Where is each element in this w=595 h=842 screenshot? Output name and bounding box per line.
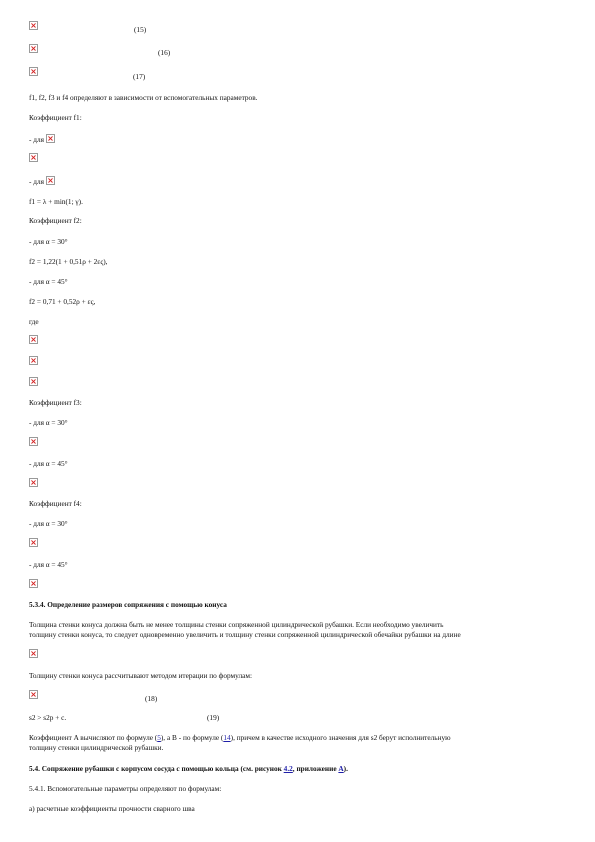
f3-case-2: - для α = 45° [29, 459, 68, 468]
f2-case-1: - для α = 30° [29, 237, 68, 246]
f1-case-2-label: - для [29, 177, 44, 186]
coefficient-f1-title: Коэффициент f1: [29, 113, 82, 122]
formula-18-image [29, 690, 38, 699]
f1-formula-2: f1 = λ + min(1; γ). [29, 197, 83, 206]
figure-4-2-link[interactable]: 4.2 [283, 764, 293, 773]
section-5-4-heading [29, 764, 348, 773]
f1-condition-1-image [46, 134, 55, 143]
coefficient-f2-title: Коэффициент f2: [29, 216, 82, 225]
section-5-4-heading-text-c: ). [343, 764, 348, 773]
para3-text-b: ), а B - по формуле ( [160, 733, 224, 742]
formula-15-image [29, 21, 38, 30]
f4-formula-2-image [29, 579, 38, 588]
f1-case-1 [29, 134, 55, 144]
formula-16-image [29, 44, 38, 53]
f3-formula-1-image [29, 437, 38, 446]
section-5-4-1: 5.4.1. Вспомогательные параметры определяют по формулам: [29, 784, 222, 793]
where-label: где [29, 317, 39, 326]
section-5-3-4-para3-line1 [29, 733, 451, 742]
formula-17-image [29, 67, 38, 76]
f4-case-2: - для α = 45° [29, 560, 68, 569]
f4-formula-1-image [29, 538, 38, 547]
f1-case-1-label: - для [29, 135, 44, 144]
formula-19: s2 > s2p + c. [29, 713, 67, 722]
f4-case-1: - для α = 30° [29, 519, 68, 528]
f1-condition-2-image [46, 176, 55, 185]
where-def-1-image [29, 335, 38, 344]
coefficients-intro: f1, f2, f3 и f4 определяют в зависимости от вспомогательных параметров. [29, 93, 258, 102]
f1-case-2 [29, 176, 55, 186]
f1-formula-1-image [29, 153, 38, 162]
coefficient-f4-title: Коэффициент f4: [29, 499, 82, 508]
section-5-3-4-para3-line2: толщину стенки цилиндрической рубашки. [29, 743, 164, 752]
section-5-3-4-heading: 5.3.4. Определение размеров сопряжения с помощью конуса [29, 600, 227, 609]
section-5-4-heading-text-a: 5.4. Сопряжение рубашки с корпусом сосуда с помощью кольца (см. рисунок [29, 764, 284, 773]
section-5-4-1-item-a: а) расчетные коэффициенты прочности сварного шва [29, 804, 195, 813]
appendix-a-link[interactable]: А [338, 764, 344, 773]
equation-number-15: (15) [134, 25, 147, 34]
formula-5-link[interactable]: 5 [157, 733, 161, 742]
where-def-3-image [29, 377, 38, 386]
f2-formula-2: f2 = 0,71 + 0,52ρ + ες, [29, 297, 96, 306]
section-5-3-4-para1-line2: толщину стенки конуса, то следует одновременно увеличить и толщину стенки сопряженной цилиндрической обечайки рубашки на длине [29, 630, 461, 639]
equation-number-18: (18) [145, 694, 158, 703]
f3-case-1: - для α = 30° [29, 418, 68, 427]
equation-number-19: (19) [207, 713, 220, 722]
where-def-2-image [29, 356, 38, 365]
coefficient-f3-title: Коэффициент f3: [29, 398, 82, 407]
section-5-3-4-para1-line1: Толщина стенки конуса должна быть не менее толщины стенки сопряженной цилиндрической рубашки. Если необходимо увеличить [29, 620, 444, 629]
f2-formula-1: f2 = 1,22(1 + 0,51ρ + 2ες), [29, 257, 108, 266]
equation-number-16: (16) [158, 48, 171, 57]
section-5-4-heading-text-b: , приложение [292, 764, 339, 773]
f3-formula-2-image [29, 478, 38, 487]
equation-number-17: (17) [133, 72, 146, 81]
length-formula-image [29, 649, 38, 658]
f2-case-2: - для α = 45° [29, 277, 68, 286]
formula-14-link[interactable]: 14 [223, 733, 231, 742]
para3-text-a: Коэффициент A вычисляют по формуле ( [29, 733, 158, 742]
section-5-3-4-para2: Толщину стенки конуса рассчитывают методом итерации по формулам: [29, 671, 253, 680]
para3-text-c: ), причем в качестве исходного значения для s2 берут исполнительную [230, 733, 451, 742]
